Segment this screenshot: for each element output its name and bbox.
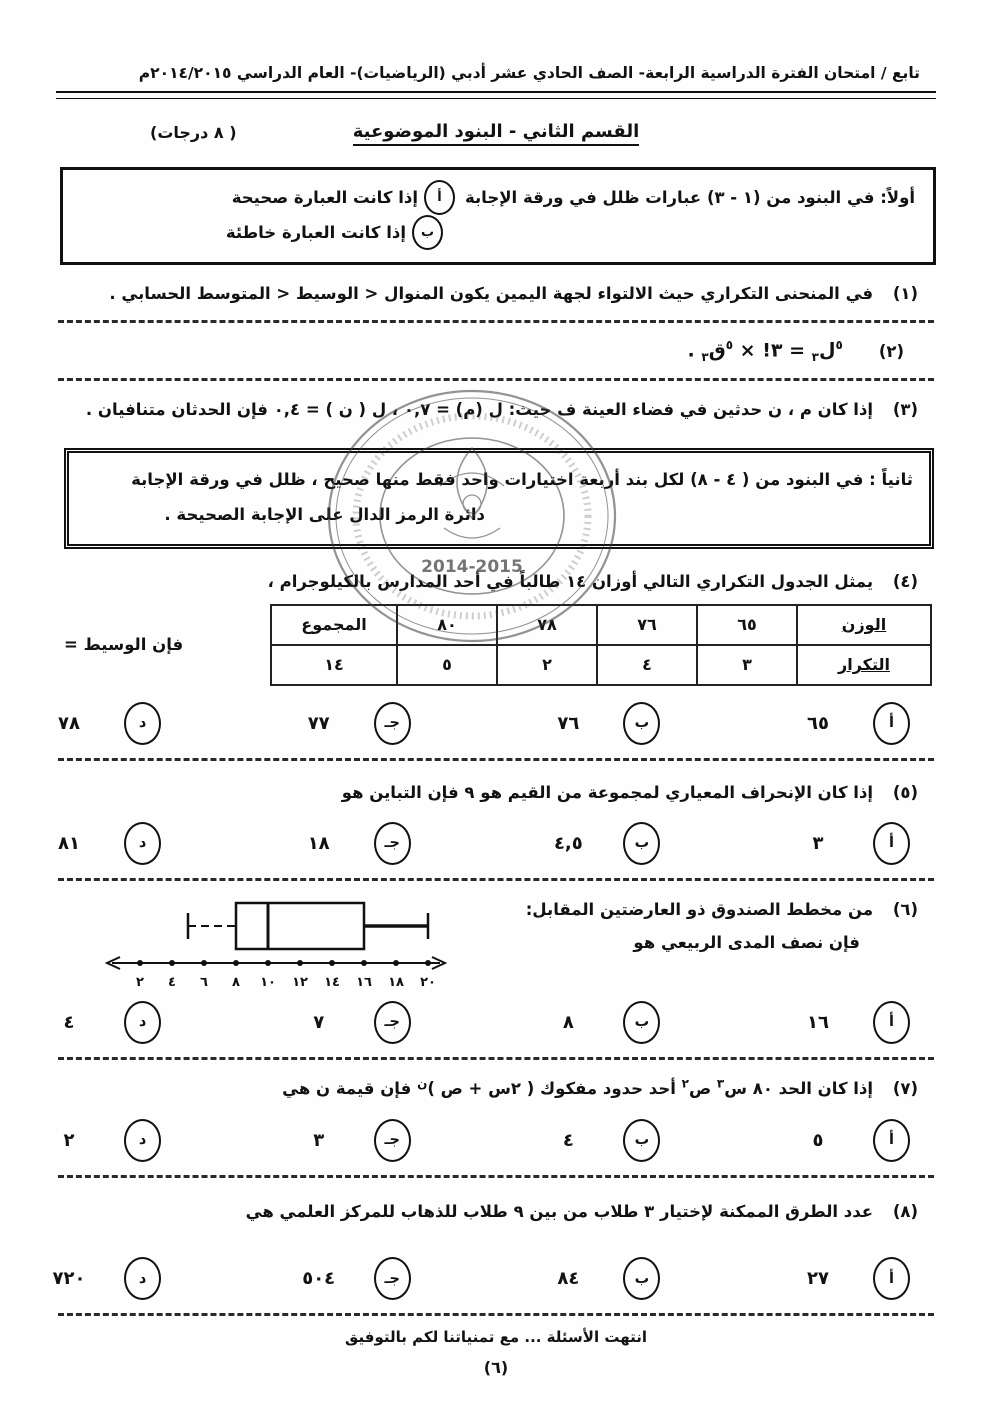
tick-label: ١٠: [260, 974, 276, 990]
section-title-text: القسم الثاني - البنود الموضوعية: [353, 121, 640, 146]
question-4: [0, 569, 992, 595]
option-a: [801, 1001, 910, 1044]
option-a-letter: أ: [889, 1270, 894, 1287]
tick-label: ٢: [136, 974, 144, 990]
option-a-circle: [873, 1257, 910, 1300]
q2-combination-symbol: ق: [708, 339, 726, 362]
axis-tick-labels: [136, 975, 436, 990]
option-b: [551, 702, 660, 745]
permutation-formula: [688, 338, 843, 364]
choice-b-circle: [412, 215, 443, 250]
question-6-options: [0, 1001, 992, 1044]
question-6-text-block: [526, 893, 918, 959]
question-5: [0, 780, 992, 806]
table-row-frequency: [271, 645, 931, 685]
divider-2: [58, 378, 934, 381]
question-7-number: (٧): [892, 1079, 918, 1099]
divider-7: [58, 1313, 934, 1316]
tick-label: ١٦: [356, 974, 372, 990]
stamp-year-text: 2014-2015: [421, 557, 523, 577]
question-1: [0, 281, 992, 307]
choice-a-circle: [424, 180, 455, 215]
option-a-circle: [873, 702, 910, 745]
question-6-number: (٦): [892, 899, 918, 919]
option-c: [302, 702, 411, 745]
option-d-letter: د: [138, 715, 147, 732]
option-d: [52, 1001, 161, 1044]
q7-part-1: إذا كان الحد ٨٠ س: [724, 1079, 874, 1099]
question-5-number: (٥): [892, 782, 918, 802]
header-rule: [56, 91, 936, 99]
option-d: [52, 822, 161, 865]
option-d-letter: د: [138, 1014, 147, 1031]
q7-part-3: أحد حدود مفكوك ( ٢س + ص ): [427, 1079, 682, 1099]
option-d-letter: د: [138, 835, 147, 852]
option-b-value: ٤: [562, 1129, 574, 1151]
period: .: [687, 339, 695, 362]
option-b-letter: ب: [634, 1014, 650, 1031]
option-d: [52, 1119, 161, 1162]
choice-a-letter: أ: [437, 189, 442, 205]
option-d: [52, 702, 161, 745]
option-d-value: ٢: [63, 1129, 75, 1151]
question-4-options: [0, 702, 992, 745]
tick-label: ٦: [200, 974, 208, 990]
option-b-value: ٧٦: [557, 712, 580, 734]
option-c: [302, 1001, 411, 1044]
option-b-circle: [623, 1257, 660, 1300]
tick-label: ١٤: [324, 974, 340, 990]
option-c-circle: [374, 822, 411, 865]
times-sign: ×: [739, 339, 756, 362]
divider-1: [58, 320, 934, 323]
option-b-value: ٨: [562, 1011, 574, 1033]
q7-exponent-n: ن: [417, 1076, 428, 1091]
table-cell: ٦٥: [697, 605, 797, 645]
instruction-line-2: دائرة الرمز الدال على الإجابة الصحيحة .: [164, 504, 485, 524]
option-c-letter: جـ: [384, 835, 400, 852]
first-instruction-box: [60, 167, 936, 265]
question-6: [0, 893, 992, 997]
option-a-value: ٢٧: [807, 1268, 829, 1290]
q2-permutation-symbol: ل: [819, 339, 836, 362]
option-b: [551, 1119, 660, 1162]
question-8-number: (٨): [892, 1201, 918, 1221]
option-a-value: ١٦: [807, 1011, 829, 1033]
q7-part-4: فإن قيمة ن هي: [282, 1079, 418, 1099]
option-a-letter: أ: [889, 1132, 894, 1149]
table-cell: ٧٨: [497, 605, 597, 645]
section-row: [0, 121, 992, 155]
question-1-number: (١): [892, 284, 918, 303]
option-c-circle: [374, 702, 411, 745]
choice-a-text: إذا كانت العبارة صحيحة: [231, 188, 418, 207]
option-b-letter: ب: [634, 835, 650, 852]
question-3: [0, 397, 992, 423]
table-cell: ٢: [497, 645, 597, 685]
option-d-circle: [124, 1001, 161, 1044]
question-2-number: (٢): [878, 341, 904, 361]
tick-label: ١٨: [388, 974, 404, 990]
option-b: [551, 822, 660, 865]
option-c-letter: جـ: [384, 1132, 400, 1149]
q7-exponent-1: ٣: [716, 1076, 725, 1091]
tick-label: ٢٠: [420, 974, 436, 990]
option-a-value: ٥: [812, 1129, 824, 1151]
exam-header: تابع / امتحان الفترة الدراسية الرابعة- الصف الحادي عشر أدبي (الرياضيات)- العام الدراسي ٢٠١٤/٢٠١٥م: [138, 64, 920, 82]
question-3-number: (٣): [892, 399, 918, 419]
factorial-term: ٣!: [762, 339, 783, 362]
footer-note: انتهت الأسئلة ... مع تمنياتنا لكم بالتوفيق: [344, 1328, 647, 1347]
option-b-letter: ب: [634, 1132, 650, 1149]
option-a-value: ٣: [812, 832, 824, 854]
question-4-number: (٤): [892, 572, 918, 592]
median-prompt: فإن الوسيط =: [64, 635, 184, 655]
divider-4: [58, 878, 934, 881]
question-7-options: [0, 1119, 992, 1162]
question-8-text: عدد الطرق الممكنة لإختيار ٣ طلاب من بين ٩ طلاب للذهاب للمركز العلمي هي: [245, 1201, 874, 1221]
q2-lower-index-1: ٣: [811, 350, 819, 365]
table-cell: ٣: [697, 645, 797, 685]
option-b-value: ٨٤: [557, 1268, 580, 1290]
option-a-letter: أ: [889, 835, 894, 852]
instruction-line-1: ثانياً : في البنود من ( ٤ - ٨) لكل بند أربعة اختيارات واحد فقط منها صحيح ، ظلل في ورقة الإجابة: [131, 469, 913, 489]
option-d: [52, 1257, 161, 1300]
option-b: [551, 1001, 660, 1044]
q2-upper-index-1: ٥: [835, 338, 843, 353]
option-b-value: ٤,٥: [553, 832, 583, 854]
question-5-options: [0, 822, 992, 865]
option-c-value: ٧: [313, 1011, 325, 1033]
question-4-text: يمثل الجدول التكراري التالي أوزان ١٤ طالباً في أحد المدارس بالكيلوجرام ،: [267, 572, 874, 592]
table-header-frequency: التكرار: [797, 645, 931, 685]
section-title: [0, 121, 992, 142]
boxplot-figure: [96, 893, 456, 997]
section-marks: ( ٨ درجات): [150, 123, 237, 142]
question-3-text: إذا كان م ، ن حدثين في فضاء العينة ف حيث: ل (م) = ٠,٧ ، ل ( ن ) = ٠,٤ فإن الحدثان متنافيان .: [85, 399, 874, 419]
option-a: [801, 1257, 910, 1300]
option-b-circle: [623, 822, 660, 865]
table-row-weight: [271, 605, 931, 645]
table-cell: ٤: [597, 645, 697, 685]
option-c-circle: [374, 1119, 411, 1162]
option-d-value: ٨١: [58, 832, 81, 854]
equals-sign: =: [789, 339, 806, 362]
tick-label: ١٢: [292, 974, 308, 990]
question-6-line-2: فإن نصف المدى الربيعي هو: [633, 932, 860, 952]
option-c-value: ٥٠٤: [302, 1268, 336, 1290]
option-a: [801, 822, 910, 865]
binomial-formula: [282, 1076, 874, 1099]
option-c-circle: [374, 1257, 411, 1300]
second-instruction-box: [64, 448, 934, 549]
option-d-circle: [124, 1257, 161, 1300]
option-b-circle: [623, 1001, 660, 1044]
table-cell: ٥: [397, 645, 497, 685]
option-d-circle: [124, 702, 161, 745]
option-b-letter: ب: [634, 1270, 650, 1287]
option-a: [801, 1119, 910, 1162]
option-a-circle: [873, 822, 910, 865]
tick-label: ٤: [168, 974, 176, 990]
option-c-letter: جـ: [384, 1270, 400, 1287]
frequency-table: [270, 604, 932, 686]
table-cell: ٧٦: [597, 605, 697, 645]
q2-upper-index-2: ٥: [725, 338, 734, 353]
divider-5: [58, 1057, 934, 1060]
table-cell-total: ١٤: [271, 645, 397, 685]
option-a-circle: [873, 1119, 910, 1162]
divider-3: [58, 758, 934, 761]
option-a-circle: [873, 1001, 910, 1044]
q2-lower-index-2: ٣: [701, 350, 709, 365]
choice-b-letter: ب: [420, 224, 435, 240]
option-d-letter: د: [138, 1132, 147, 1149]
tick-label: ٨: [232, 974, 240, 990]
question-6-text: من مخطط الصندوق ذو العارضتين المقابل:: [525, 899, 874, 919]
option-b-circle: [623, 702, 660, 745]
instruction-line-b: [77, 215, 453, 250]
table-cell: ٨٠: [397, 605, 497, 645]
option-c-letter: جـ: [384, 715, 400, 732]
q7-exponent-2: ٢: [681, 1076, 689, 1091]
option-d-value: ٤: [63, 1011, 75, 1033]
option-c: [302, 822, 411, 865]
option-a: [801, 702, 910, 745]
question-6-line-1: [526, 893, 918, 926]
option-d-letter: د: [138, 1270, 147, 1287]
option-c-value: ٣: [313, 1129, 325, 1151]
question-8: [0, 1199, 992, 1225]
page-number: (٦): [483, 1358, 509, 1378]
question-7: [0, 1075, 992, 1103]
option-b-letter: ب: [634, 715, 650, 732]
instruction-line-a: [77, 180, 915, 215]
option-d-value: ٧٢٠: [52, 1268, 86, 1290]
option-c: [302, 1119, 411, 1162]
option-c-letter: جـ: [384, 1014, 400, 1031]
option-c-value: ١٨: [307, 832, 330, 854]
option-c-value: ٧٧: [307, 712, 330, 734]
option-d-circle: [124, 822, 161, 865]
question-1-text: في المنحنى التكراري حيث الالتواء لجهة اليمين يكون المنوال < الوسيط < المتوسط الحسابي .: [109, 284, 874, 303]
question-5-text: إذا كان الإنحراف المعياري لمجموعة من القيم هو ٩ فإن التباين هو: [341, 782, 874, 802]
boxplot-box: [236, 903, 364, 949]
table-header-total: المجموع: [271, 605, 397, 645]
option-d-value: ٧٨: [58, 712, 81, 734]
table-header-weight: الوزن: [797, 605, 931, 645]
option-a-value: ٦٥: [807, 712, 829, 734]
option-c-circle: [374, 1001, 411, 1044]
choice-b-text: إذا كانت العبارة خاطئة: [225, 223, 406, 242]
option-b: [551, 1257, 660, 1300]
option-d-circle: [124, 1119, 161, 1162]
option-a-letter: أ: [889, 1014, 894, 1031]
option-a-letter: أ: [889, 715, 894, 732]
instruction-intro: أولاً: في البنود من (١ - ٣) عبارات ظلل في ورقة الإجابة: [464, 188, 915, 207]
option-b-circle: [623, 1119, 660, 1162]
question-8-options: [0, 1257, 992, 1300]
option-c: [302, 1257, 411, 1300]
question-4-table-row: [64, 604, 932, 686]
question-2: [0, 338, 992, 364]
divider-6: [58, 1175, 934, 1178]
q7-part-2: ص: [688, 1079, 717, 1099]
